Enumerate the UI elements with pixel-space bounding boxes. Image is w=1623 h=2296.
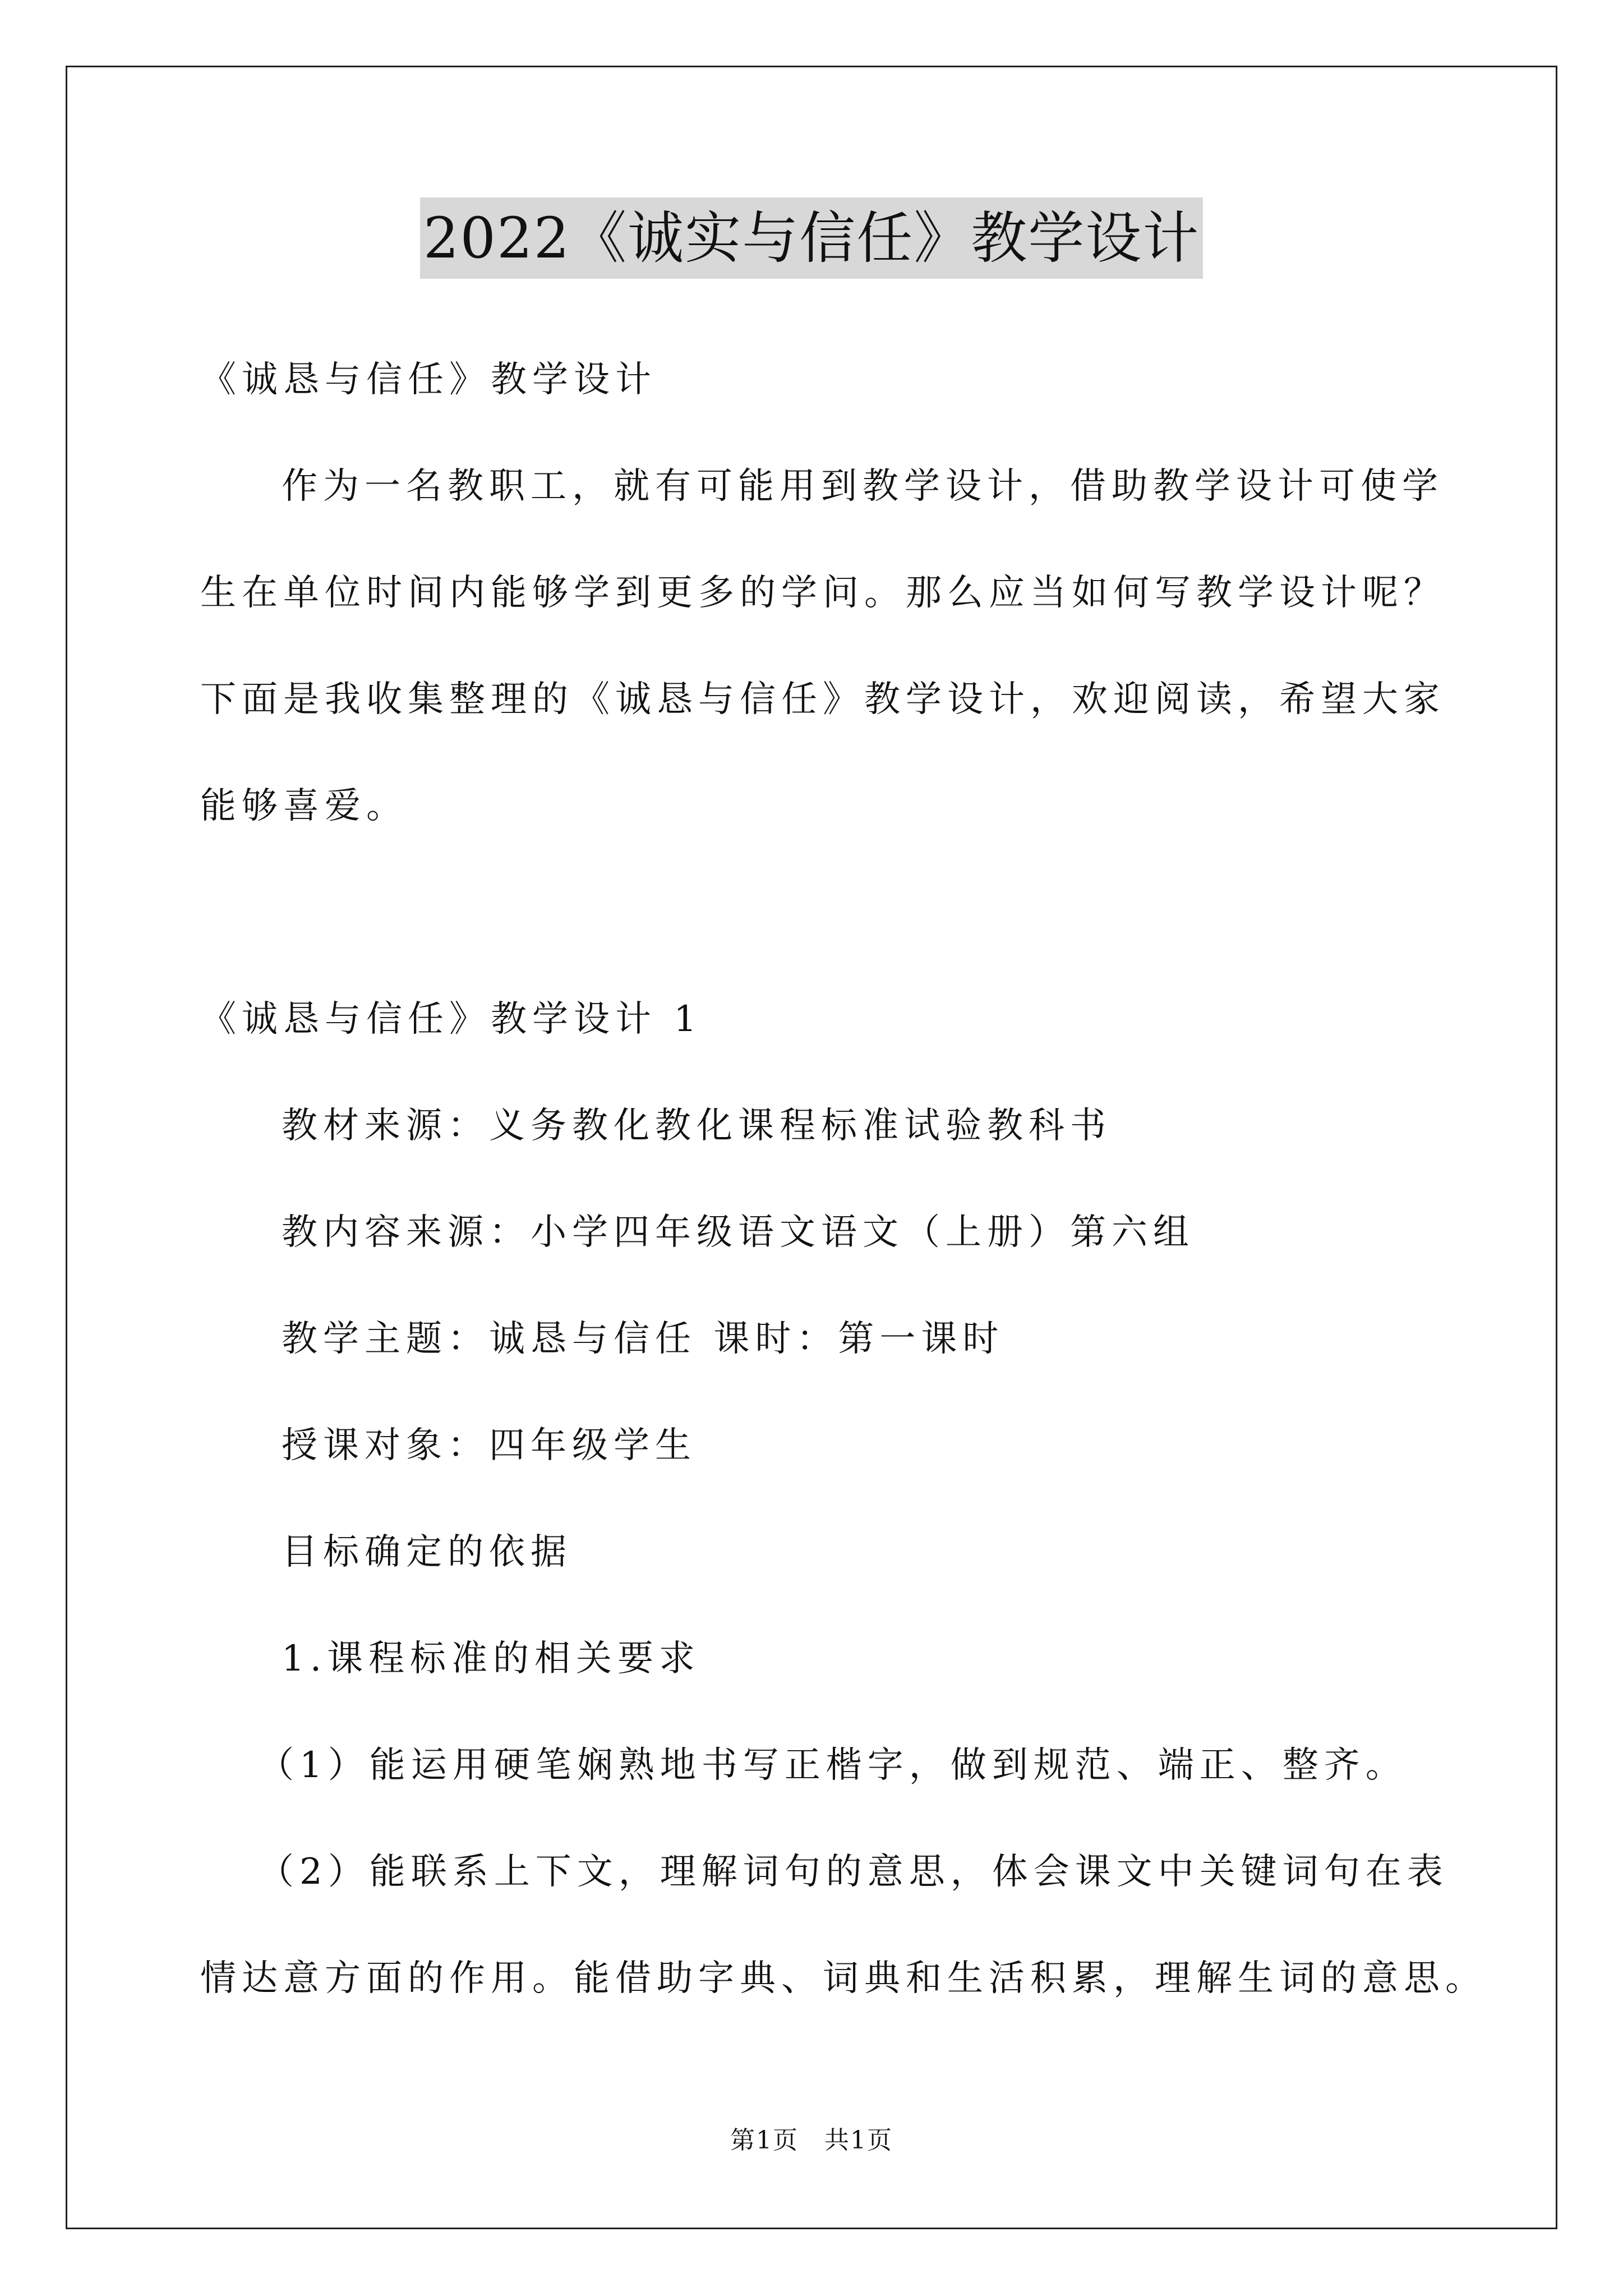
info-line-basis: 目标确定的依据 [282, 1531, 572, 1573]
section-heading: 《诚恳与信任》教学设计 1 [200, 999, 703, 1040]
document-title: 2022《诚实与信任》教学设计 [420, 197, 1204, 279]
requirement-2-line-2: 情达意方面的作用。能借助字典、词典和生活积累，理解生词的意思。 [200, 1958, 1487, 1999]
info-line-standard: 1.课程标准的相关要求 [282, 1638, 701, 1680]
requirement-1: （1）能运用硬笔娴熟地书写正楷字，做到规范、端正、整齐。 [258, 1745, 1407, 1786]
info-line-content-source: 教内容来源：小学四年级语文语文（上册）第六组 [282, 1212, 1195, 1253]
info-line-theme: 教学主题：诚恳与信任 课时：第一课时 [282, 1318, 1004, 1360]
intro-line-2: 生在单位时间内能够学到更多的学问。那么应当如何写教学设计呢？ [200, 572, 1445, 614]
intro-line-1: 作为一名教职工，就有可能用到教学设计，借助教学设计可使学 [282, 466, 1444, 507]
intro-line-3: 下面是我收集整理的《诚恳与信任》教学设计，欢迎阅读，希望大家 [200, 679, 1445, 720]
info-line-source: 教材来源：义务教化教化课程标准试验教科书 [282, 1105, 1112, 1147]
title-container [0, 197, 1623, 279]
intro-line-4: 能够喜爱。 [200, 785, 408, 827]
requirement-2-line-1: （2）能联系上下文，理解词句的意思，体会课文中关键词句在表 [258, 1851, 1449, 1893]
info-line-audience: 授课对象：四年级学生 [282, 1425, 697, 1466]
page-footer: 第1页 共1页 [730, 2126, 893, 2155]
document-heading: 《诚恳与信任》教学设计 [200, 359, 657, 401]
